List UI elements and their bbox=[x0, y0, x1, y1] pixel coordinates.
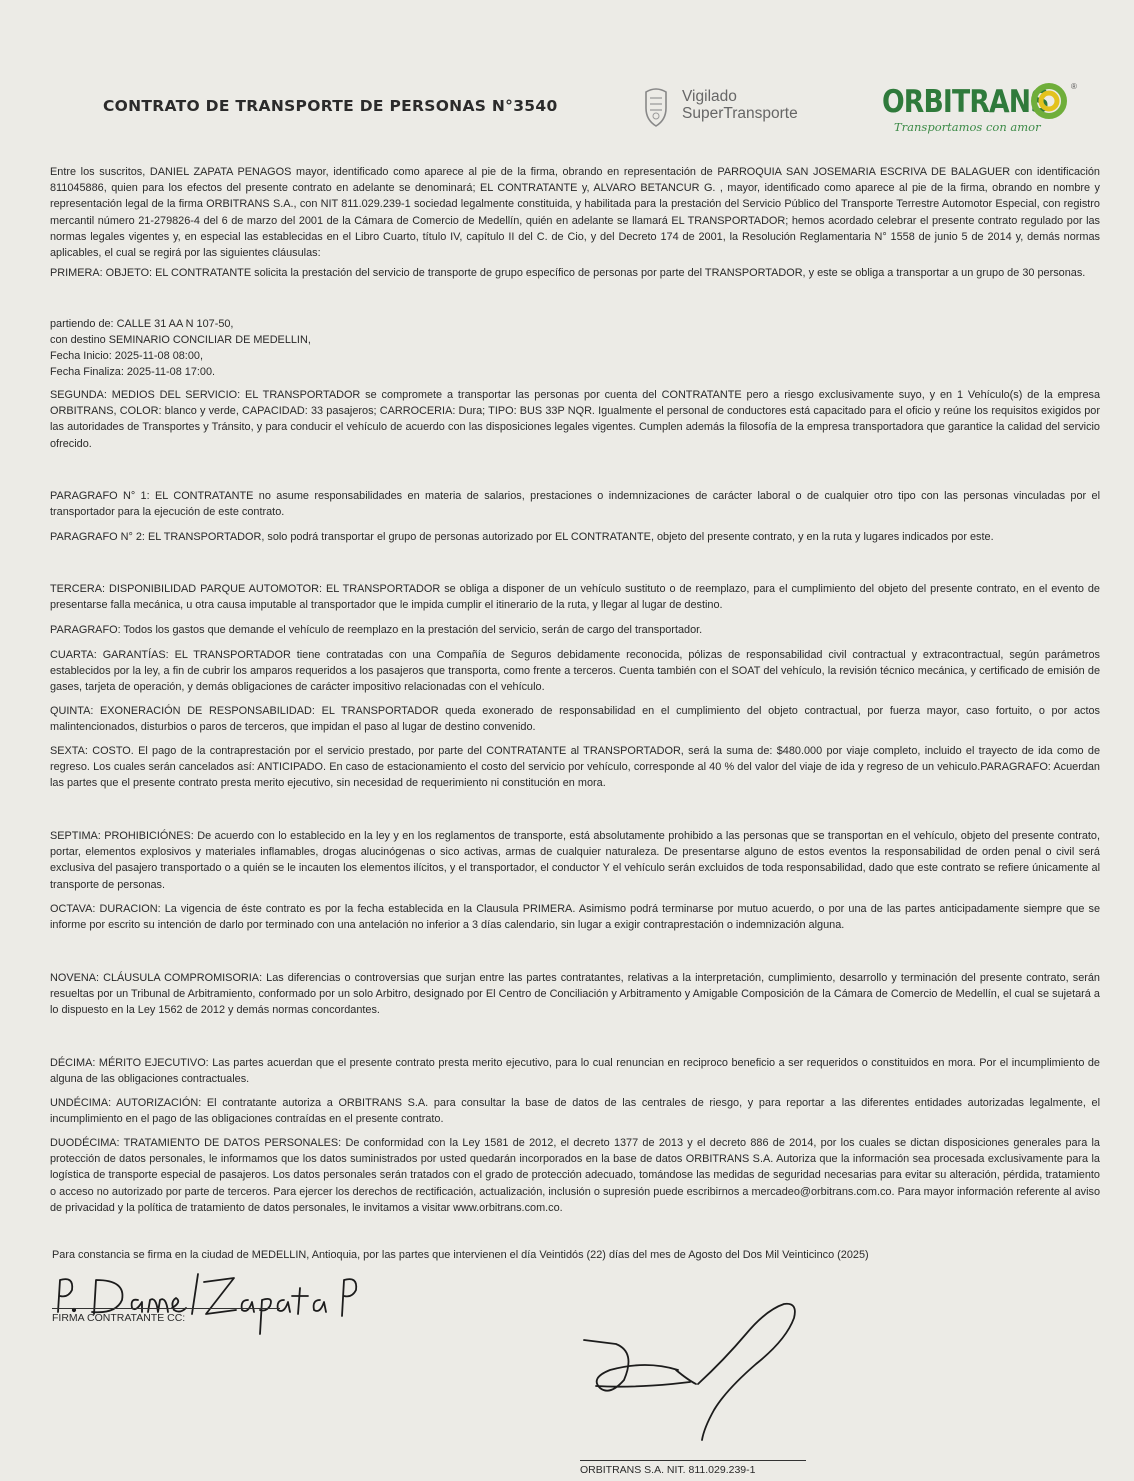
clause-tercera: TERCERA: DISPONIBILIDAD PARQUE AUTOMOTOR: EL TRANSPORTADOR se obliga a disponer de un vehículo sustituto o de reemplazo, para el cumplimiento del objeto del presente contrato, en el evento de presentarse falla mecánica, u otra causa imputable al transportador que le impida cumplir el itinerario de la ruta, y llegar al lugar de destino. bbox=[50, 583, 1100, 612]
clause-undecima: UNDÉCIMA: AUTORIZACIÓN: El contratante autoriza a ORBITRANS S.A. para consultar la base de datos de las centrales de riesgo, y para reportar a las diferentes entidades autorizadas legalmente, el incumplimiento en el pago de las obligaciones contraídas en el presente contrato. bbox=[50, 1097, 1100, 1126]
clause-segunda: SEGUNDA: MEDIOS DEL SERVICIO: EL TRANSPORTADOR se compromete a transportar las personas por cuenta del CONTRATANTE pero a riesgo exclusivamente suyo, y en 1 Vehículo(s) de la empresa ORBITRANS, COLOR: blanco y verde, CAPACIDAD: 33 pasajeros; CARROCERIA: Dura; TIPO: BUS 33P NQR. Igualmente el personal de conductores está capacitado para el oficio y reúne los requisitos exigidos por las autoridades de Transportes y Tránsito, y para conducir el vehículo de acuerdo con las disposiciones legales vigentes. Cumplen además la filosofía de la empresa transportadora que garantice la calidad del servicio ofrecido. bbox=[50, 389, 1100, 450]
vigilado-supertransporte-logo bbox=[640, 84, 820, 134]
paragrafo-1: PARAGRAFO N° 1: EL CONTRATANTE no asume responsabilidades en materia de salarios, prestaciones o indemnizaciones de carácter laboral o de cualquier otro tipo con las personas vinculadas por el transportador para la ejecución de este contrato. bbox=[50, 490, 1100, 519]
clause-sexta: SEXTA: COSTO. El pago de la contraprestación por el servicio prestado, por parte del CONTRATANTE al TRANSPORTADOR, será la suma de: $480.000 por viaje completo, incluido el trayecto de ida como de regreso. Los cuales serán cancelados así: ANTICIPADO. En caso de estacionamiento el costo del servicio por vehículo, corresponde al 40 % del valor del viaje de ida y regreso de un vehiculo.PARAGRAFO: Acuerdan las partes que el presente contrato presta merito ejecutivo, sin necesidad de requerimiento ni constitución en mora. bbox=[50, 745, 1100, 790]
contratante-signature-line bbox=[52, 1308, 280, 1309]
clause-quinta: QUINTA: EXONERACIÓN DE RESPONSABILIDAD: EL TRANSPORTADOR queda exonerado de responsabilidad en el cumplimiento del objeto contractual, por fuerza mayor, caso fortuito, o por actos malintencionados, disturbios o paros de terceros, que impidan el paso al lugar de destino convenido. bbox=[50, 705, 1100, 734]
brand-slogan: Transportamos con amor bbox=[894, 120, 1041, 134]
closing-statement: Para constancia se firma en la ciudad de MEDELLIN, Antioquia, por las partes que intervienen el día Veintidós (22) días del mes de Agosto del Dos Mil Veinticinco (2025) bbox=[52, 1249, 869, 1261]
orbit-ring-icon bbox=[1030, 82, 1068, 120]
contratante-signature-label: FIRMA CONTRATANTE CC: bbox=[52, 1312, 186, 1324]
route-destination: con destino SEMINARIO CONCILIAR DE MEDELLIN, bbox=[50, 334, 311, 346]
clause-duodecima: DUODÉCIMA: TRATAMIENTO DE DATOS PERSONALES: De conformidad con la Ley 1581 de 2012, el decreto 1377 de 2013 y el decreto 886 de 2014, por los cuales se dictan disposiciones generales para la protección de datos personales, le informamos que los datos suministrados por usted quedarán incorporados en la base de datos ORBITRANS S.A. Autoriza que la información sea procesada exclusivamente para la logística de transporte especial de pasajeros. Los datos personales serán tratados con el grado de protección adecuado, tomándose las medidas de seguridad necesarias para evitar su alteración, pérdida, tratamiento o acceso no autorizado por parte de terceros. Para ejercer los derechos de rectificación, actualización, inclusión o supresión puede escribirnos a mercadeo@orbitrans.com.co. Para mayor información referente al aviso de privacidad y la política de tratamiento de datos personales, le invitamos a visitar www.orbitrans.com.co. bbox=[50, 1137, 1100, 1214]
registered-mark: ® bbox=[1071, 82, 1077, 91]
vigilado-text: Vigilado bbox=[682, 88, 737, 105]
coat-of-arms-icon bbox=[640, 86, 672, 128]
route-end-date: Fecha Finaliza: 2025-11-08 17:00. bbox=[50, 366, 216, 378]
paragrafo-tercera: PARAGRAFO: Todos los gastos que demande el vehículo de reemplazo en la prestación del servicio, serán de cargo del transportador. bbox=[50, 624, 703, 636]
clause-primera: PRIMERA: OBJETO: EL CONTRATANTE solicita la prestación del servicio de transporte de grupo específico de personas por parte del TRANSPORTADOR, y este se obliga a transportar a un grupo de 30 personas. bbox=[50, 267, 1086, 279]
route-origin: partiendo de: CALLE 31 AA N 107-50, bbox=[50, 318, 234, 330]
brand-name: ORBITRANS bbox=[882, 84, 1049, 120]
clause-septima: SEPTIMA: PROHIBICIÓNES: De acuerdo con lo establecido en la ley y en los reglamentos de transporte, está absolutamente prohibido a las personas que se transportan en el vehículo, objeto del presente contrato, portar, elementos explosivos y materiales inflamables, drogas alucinógenas o sico activas, armas de cualquier naturaleza. De presentarse alguno de estos eventos la responsabilidad de orden penal o civil será exclusiva del pasajero transportado o a quién se le incauten los elementos ilícitos, y el transportador, el conductor Y el vehículo serán excluidos de toda responsabilidad, dado que este contrato se refiere únicamente al transporte de personas. bbox=[50, 830, 1100, 891]
transportador-signature-line bbox=[580, 1460, 806, 1461]
clause-octava: OCTAVA: DURACION: La vigencia de éste contrato es por la fecha establecida en la Clausula PRIMERA. Asimismo podrá terminarse por mutuo acuerdo, o por una de las partes anticipadamente siempre que se informe por escrito su intención de darlo por terminado con una antelación no inferior a 3 días calendario, sin lugar a exigir contraprestación o indemnización alguna. bbox=[50, 903, 1100, 932]
route-details bbox=[50, 316, 311, 380]
clause-novena: NOVENA: CLÁUSULA COMPROMISORIA: Las diferencias o controversias que surjan entre las partes contratantes, relativas a la interpretación, cumplimiento, desarrollo y terminación del presente contrato, serán resueltas por un Tribunal de Arbitramiento, conformado por un solo Arbitro, designado por El Centro de Conciliación y Arbitramento y Amigable Composición de la Cámara de Comercio de Medellín, el cual se sujetará a lo dispuesto en la Ley 1562 de 2012 y demás normas concordantes. bbox=[50, 972, 1100, 1017]
paragrafo-2: PARAGRAFO N° 2: EL TRANSPORTADOR, solo podrá transportar el grupo de personas autorizado por EL CONTRATANTE, objeto del presente contrato, y en la ruta y lugares indicados por este. bbox=[50, 531, 994, 543]
intro-paragraph: Entre los suscritos, DANIEL ZAPATA PENAGOS mayor, identificado como aparece al pie de la firma, obrando en representación de PARROQUIA SAN JOSEMARIA ESCRIVA DE BALAGUER con identificación 811045886, quien para los efectos del presente contrato en adelante se denominará; EL CONTRATANTE y, ALVARO BETANCUR G. , mayor, identificado como aparece al pie de la firma, obrando en nombre y representación legal de la firma ORBITRANS S.A., con NIT 811.029.239-1 sociedad legalmente constituida, y habilitada para la prestación del Servicio Público del Transporte Terrestre Automotor Especial, con registro mercantil número 21-279826-4 del 6 de marzo del 2001 de la Cámara de Comercio de Medellín, quién en adelante se llamará EL TRANSPORTADOR; hemos acordado celebrar el presente contrato regulado por las normas legales vigentes y, en especial las establecidas en el Libro Cuarto, título IV, capítulo II del C. de Cio, y del Decreto 174 de 2001, la Resolución Reglamentaria N° 1558 de junio 5 de 2014 y, demás normas aplicables, el cual se regirá por las siguientes cláusulas: bbox=[50, 166, 1100, 260]
contratante-handwritten-signature bbox=[52, 1258, 372, 1338]
transportador-signature-label: ORBITRANS S.A. NIT. 811.029.239-1 bbox=[580, 1464, 756, 1476]
route-start-date: Fecha Inicio: 2025-11-08 08:00, bbox=[50, 350, 203, 362]
orbitrans-logo bbox=[882, 82, 1082, 142]
clause-cuarta: CUARTA: GARANTÍAS: EL TRANSPORTADOR tiene contratadas con una Compañía de Seguros debidamente reconocida, pólizas de responsabilidad civil contractual y extracontractual, según parámetros establecidos por la ley, a fin de cubrir los amparos requeridos a los pasajeros que transporta, como frente a terceros. Cuenta también con el SOAT del vehículo, la revisión técnico mecánica, y certificado de emisión de gases, tarjeta de operación, y demás obligaciones de carácter impositivo relacionadas con el vehículo. bbox=[50, 649, 1100, 694]
clause-decima: DÉCIMA: MÉRITO EJECUTIVO: Las partes acuerdan que el presente contrato presta merito ejecutivo, para lo cual renuncian en reciproco beneficio a ser requeridos o constituidos en mora. Por el incumplimiento de alguna de las obligaciones contractuales. bbox=[50, 1057, 1100, 1086]
document-title: CONTRATO DE TRANSPORTE DE PERSONAS N°3540 bbox=[103, 97, 558, 115]
supertransporte-text: SuperTransporte bbox=[682, 105, 798, 122]
transportador-handwritten-signature bbox=[576, 1300, 806, 1445]
